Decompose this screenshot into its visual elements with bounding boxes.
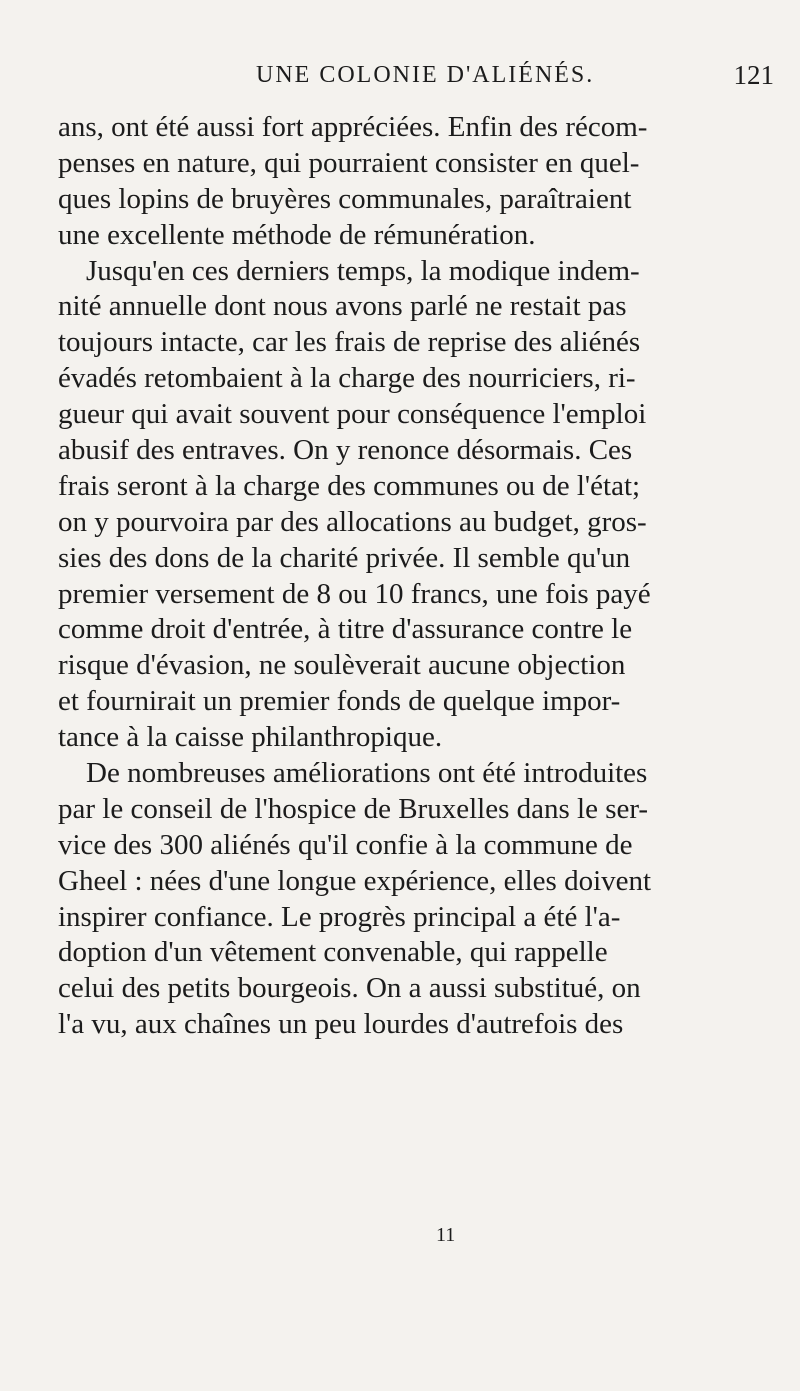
running-head: UNE COLONIE D'ALIÉNÉS. bbox=[256, 62, 595, 88]
body-text bbox=[58, 110, 778, 1043]
paragraph-start-line: Jusqu'en ces derniers temps, la modique indem- bbox=[86, 254, 640, 287]
text-line: évadés retombaient à la charge des nourriciers, ri- bbox=[58, 362, 636, 395]
text-line: ans, ont été aussi fort appréciées. Enfin des récom- bbox=[58, 111, 648, 143]
signature-mark: 11 bbox=[436, 1224, 456, 1246]
text-line: inspirer confiance. Le progrès principal a été l'a- bbox=[58, 900, 621, 933]
text-line: vice des 300 aliénés qu'il confie à la commune de bbox=[58, 828, 633, 861]
text-line: l'a vu, aux chaînes un peu lourdes d'autrefois des bbox=[58, 1008, 624, 1041]
text-line: on y pourvoira par des allocations au budget, gros- bbox=[58, 505, 647, 538]
text-line: doption d'un vêtement convenable, qui rappelle bbox=[58, 936, 608, 969]
text-line: abusif des entraves. On y renonce désormais. Ces bbox=[58, 434, 633, 467]
text-line: Gheel : nées d'une longue expérience, elles doivent bbox=[58, 864, 652, 897]
text-line: comme droit d'entrée, à titre d'assurance contre le bbox=[58, 613, 633, 646]
text-line: une excellente méthode de rémunération. bbox=[58, 218, 536, 251]
text-line: tance à la caisse philanthropique. bbox=[58, 721, 443, 754]
text-line: premier versement de 8 ou 10 francs, une fois payé bbox=[58, 577, 651, 610]
text-line: par le conseil de l'hospice de Bruxelles dans le ser- bbox=[58, 792, 649, 825]
paragraph-start-line: De nombreuses améliorations ont été introduites bbox=[86, 757, 648, 790]
text-line: risque d'évasion, ne soulèverait aucune objection bbox=[58, 649, 626, 682]
text-line: frais seront à la charge des communes ou de l'état; bbox=[58, 469, 641, 502]
text-line: penses en nature, qui pourraient consister en quel- bbox=[58, 146, 640, 179]
page-number: 121 bbox=[733, 60, 774, 90]
text-line: toujours intacte, car les frais de reprise des aliénés bbox=[58, 326, 641, 359]
text-line: nité annuelle dont nous avons parlé ne restait pas bbox=[58, 290, 627, 323]
text-line: ques lopins de bruyères communales, paraîtraient bbox=[58, 182, 632, 215]
text-line: gueur qui avait souvent pour conséquence l'emploi bbox=[58, 398, 647, 431]
text-line: celui des petits bourgeois. On a aussi substitué, on bbox=[58, 972, 641, 1005]
text-line: sies des dons de la charité privée. Il semble qu'un bbox=[58, 541, 631, 574]
text-line: et fournirait un premier fonds de quelque impor- bbox=[58, 685, 621, 718]
